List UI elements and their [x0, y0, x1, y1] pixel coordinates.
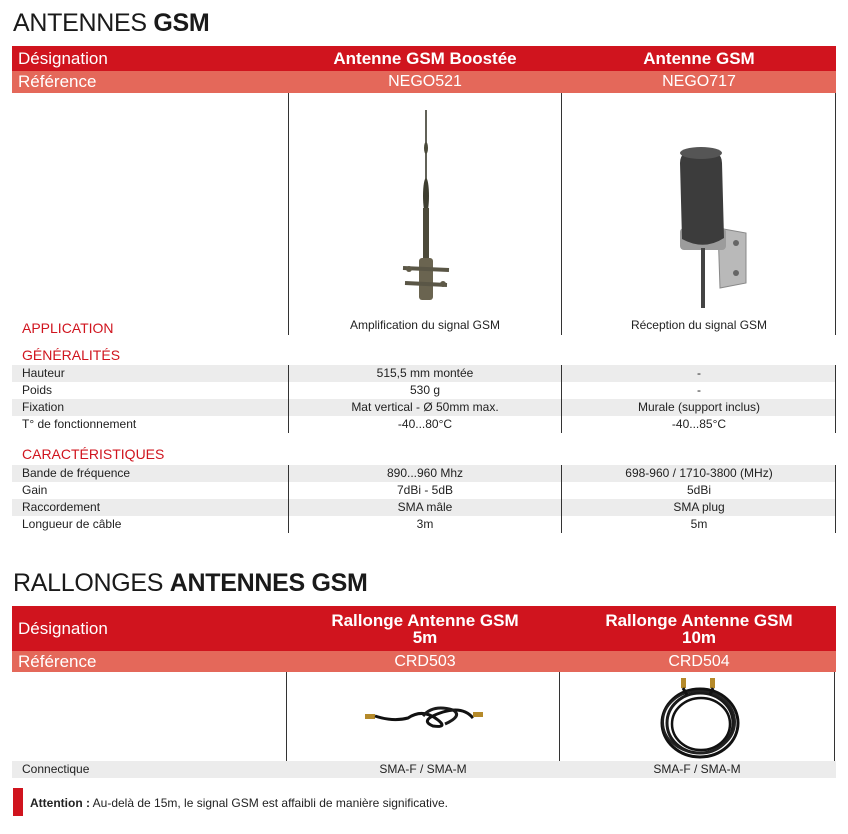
- product-ref-1: CRD503: [394, 652, 456, 670]
- table-row: Gain 7dBi - 5dB 5dBi: [22, 483, 712, 497]
- attention-note: Attention : Au-delà de 15m, le signal GSM est affaibli de manière significative.: [30, 796, 448, 810]
- reference-label: Référence: [18, 651, 97, 671]
- designation-label: Désignation: [18, 618, 108, 638]
- caracteristiques-label: CARACTÉRISTIQUES: [22, 446, 165, 462]
- designation-header: [12, 606, 836, 651]
- designation-header: [12, 46, 836, 71]
- table-row: Fixation Mat vertical - Ø 50mm max. Murale (support inclus): [12, 399, 836, 416]
- reference-label: Référence: [18, 72, 97, 91]
- column-divider: [835, 365, 836, 433]
- table-row: Bande de fréquence 890...960 Mhz 698-960 / 1710-3800 (MHz): [12, 465, 836, 482]
- antenna-gsm-image: [655, 140, 755, 310]
- application-label: APPLICATION: [22, 320, 114, 336]
- column-divider: [835, 93, 836, 335]
- column-divider: [561, 465, 562, 533]
- product-name-1: Antenne GSM Boostée: [333, 49, 517, 68]
- product-ref-2: NEGO717: [662, 73, 736, 90]
- table-row: Hauteur 515,5 mm montée -: [12, 365, 836, 382]
- reference-header: [12, 651, 836, 672]
- application-value-2: Réception du signal GSM: [630, 318, 768, 332]
- column-divider: [835, 465, 836, 533]
- table-row: Connectique SMA-F / SMA-M SMA-F / SMA-M: [12, 761, 836, 778]
- column-divider: [288, 365, 289, 433]
- product-name-2: Rallonge Antenne GSM 10m: [605, 610, 793, 647]
- product-ref-2: CRD504: [668, 652, 730, 670]
- table-row: Longueur de câble 3m 5m: [22, 517, 708, 531]
- column-divider: [561, 365, 562, 433]
- cable-5m-image: [360, 695, 490, 735]
- column-divider: [288, 93, 289, 335]
- table-row: Raccordement SMA mâle SMA plug: [12, 499, 836, 516]
- section-title-antennes: ANTENNES GSM: [13, 9, 210, 37]
- product-ref-1: NEGO521: [388, 73, 462, 90]
- table-row: Poids 530 g -: [22, 383, 701, 397]
- product-name-2: Antenne GSM: [643, 49, 755, 68]
- attention-marker: [13, 788, 23, 816]
- section-title-rallonges: RALLONGES ANTENNES GSM: [13, 569, 368, 597]
- designation-label: Désignation: [18, 48, 108, 68]
- antenna-boostee-image: [380, 105, 470, 305]
- reference-header: [12, 71, 836, 93]
- column-divider: [288, 465, 289, 533]
- table-row: T° de fonctionnement -40...80°C -40...85°C: [22, 417, 727, 431]
- column-divider: [561, 93, 562, 335]
- application-value-1: Amplification du signal GSM: [349, 318, 501, 332]
- product-name-1: Rallonge Antenne GSM 5m: [331, 610, 519, 647]
- cable-10m-image: [655, 674, 745, 764]
- generalites-label: GÉNÉRALITÉS: [22, 347, 121, 363]
